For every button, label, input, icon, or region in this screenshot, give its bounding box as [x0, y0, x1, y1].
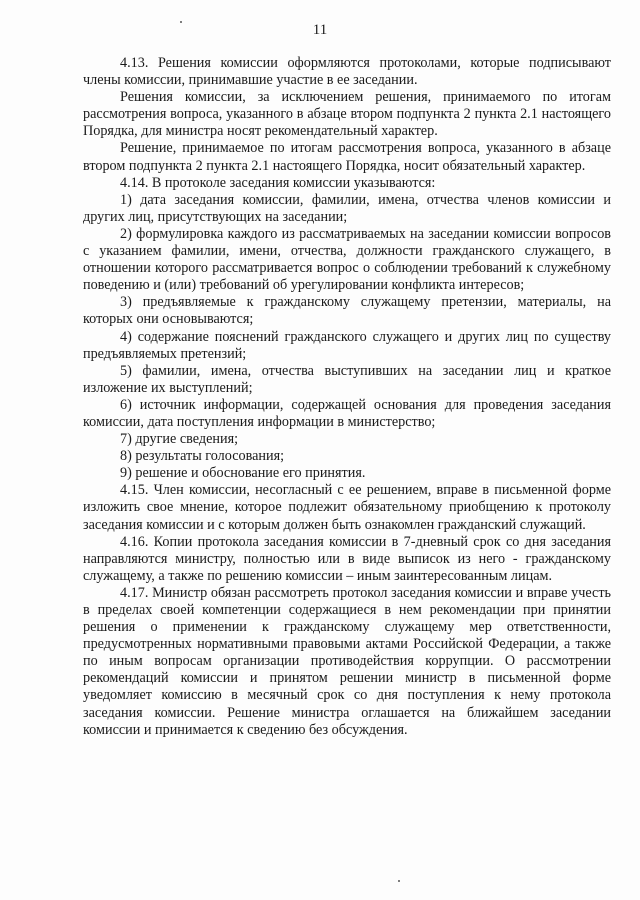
scan-speck: [180, 21, 182, 23]
list-item-6: 6) источник информации, содержащей основания для проведения заседания комиссии, дата поступления информации в министерство;: [83, 396, 611, 430]
list-item-8: 8) результаты голосования;: [120, 448, 285, 465]
paragraph-4-13: 4.13. Решения комиссии оформляются протоколами, которые подписывают члены комиссии, принимавшие участие в ее заседании.: [83, 55, 611, 89]
list-item-3: 3) предъявляемые к гражданскому служащему претензии, материалы, на которых они основываются;: [83, 294, 611, 328]
paragraph-4-15: 4.15. Член комиссии, несогласный с ее решением, вправе в письменной форме изложить свое мнение, которое подлежит обязательному приобщению к протоколу заседания комиссии и с которым должен быть ознакомлен гражданский служащий.: [83, 482, 611, 533]
paragraph-4-14: 4.14. В протоколе заседания комиссии указываются:: [120, 174, 436, 191]
list-item-7: 7) другие сведения;: [120, 431, 239, 448]
paragraph-4-16: 4.16. Копии протокола заседания комиссии в 7-дневный срок со дня заседания направляются министру, полностью или в виде выписок из него - гражданскому служащему, а также по решению комиссии – иным заинтересованным лицам.: [83, 533, 611, 584]
paragraph-4-17: 4.17. Министр обязан рассмотреть протокол заседания комиссии и вправе учесть в пределах своей компетенции содержащиеся в нем рекомендации при принятии решения о применении к гражданскому служащему мер ответственности, предусмотренных нормативными правовыми актами Российской Федерации, а также по иным вопросам организации противодействия коррупции. О рассмотрении рекомендаций комиссии и принятом решении министр в письменной форме уведомляет комиссию в месячный срок со дня поступления к нему протокола заседания комиссии. Решение министра оглашается на ближайшем заседании комиссии и принимается к сведению без обсуждения.: [83, 584, 611, 738]
list-item-9: 9) решение и обоснование его принятия.: [120, 465, 366, 482]
list-item-1: 1) дата заседания комиссии, фамилии, имена, отчества членов комиссии и других лиц, присутствующих на заседании;: [83, 191, 611, 225]
list-item-2: 2) формулировка каждого из рассматриваемых на заседании комиссии вопросов с указанием фамилии, имени, отчества, должности гражданского служащего, в отношении которого рассматривается вопрос о соблюдении требований к служебному поведению и (или) требований об урегулировании конфликта интересов;: [83, 225, 611, 294]
scan-speck: [398, 880, 400, 882]
document-body: [83, 55, 611, 739]
page-number: 11: [312, 22, 328, 38]
list-item-4: 4) содержание пояснений гражданского служащего и других лиц по существу предъявляемых претензий;: [83, 328, 611, 362]
paragraph-decisions-recommendatory: Решения комиссии, за исключением решения, принимаемого по итогам рассмотрения вопроса, указанного в абзаце втором подпункта 2 пункта 2.1 настоящего Порядка, для министра носят рекомендательный характер.: [83, 89, 611, 140]
paragraph-decision-mandatory: Решение, принимаемое по итогам рассмотрения вопроса, указанного в абзаце втором подпункта 2 пункта 2.1 настоящего Порядка, носит обязательный характер.: [83, 140, 611, 174]
list-item-5: 5) фамилии, имена, отчества выступивших на заседании лиц и краткое изложение их выступлений;: [83, 362, 611, 396]
